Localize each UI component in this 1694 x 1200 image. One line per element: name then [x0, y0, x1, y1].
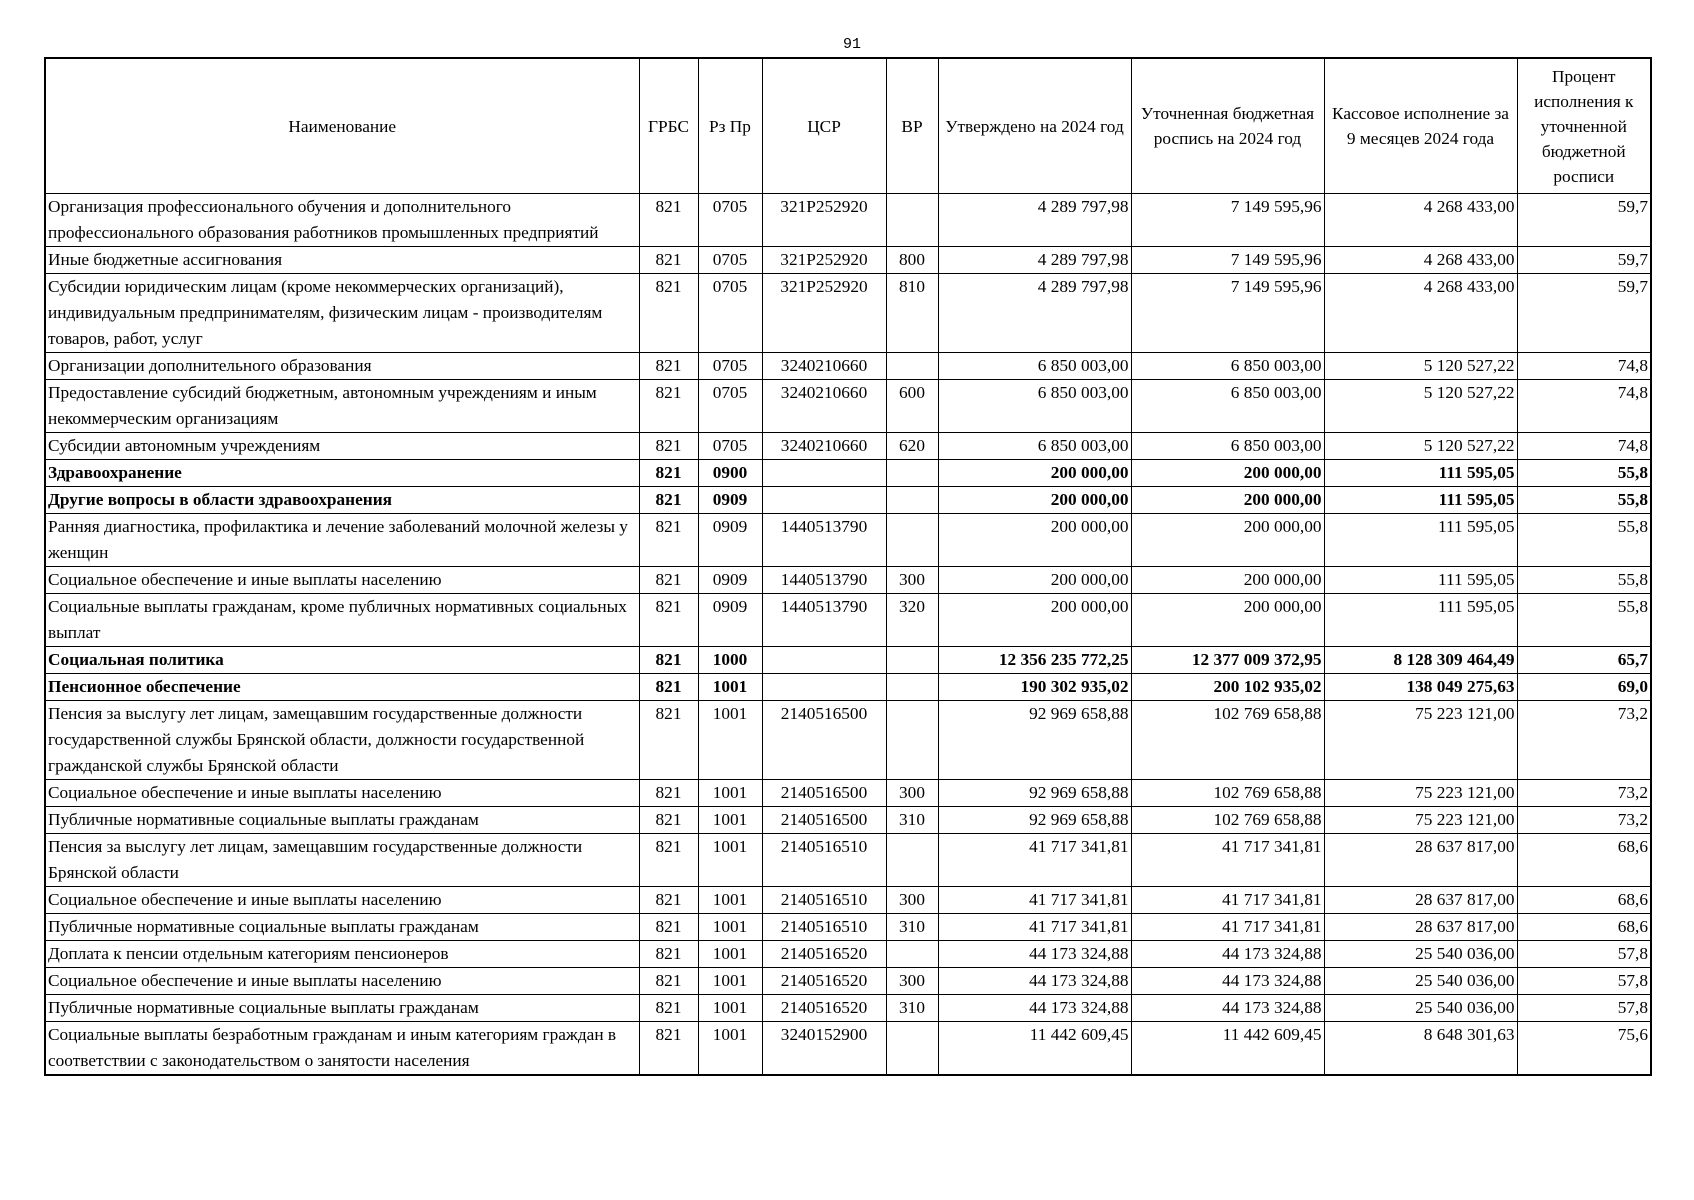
- header-grbs: ГРБС: [639, 58, 698, 194]
- cell-vr: [886, 941, 938, 968]
- cell-vr: 310: [886, 807, 938, 834]
- cell-rzpr: 1001: [698, 807, 762, 834]
- cell-csr: 321P252920: [762, 194, 886, 247]
- cell-percent: 55,8: [1517, 567, 1651, 594]
- cell-csr: 3240210660: [762, 433, 886, 460]
- cell-name: Социальные выплаты безработным гражданам и иным категориям граждан в соответствии с законодательством о занятости населения: [45, 1022, 639, 1076]
- cell-refined: 7 149 595,96: [1131, 194, 1324, 247]
- cell-name: Организации дополнительного образования: [45, 353, 639, 380]
- cell-rzpr: 1001: [698, 968, 762, 995]
- cell-csr: 3240210660: [762, 380, 886, 433]
- table-row: [45, 514, 1651, 567]
- cell-vr: 300: [886, 887, 938, 914]
- budget-execution-table: [44, 57, 1652, 1076]
- table-header: [45, 58, 1651, 194]
- cell-percent: 74,8: [1517, 433, 1651, 460]
- cell-name: Ранняя диагностика, профилактика и лечение заболеваний молочной железы у женщин: [45, 514, 639, 567]
- cell-grbs: 821: [639, 460, 698, 487]
- cell-vr: [886, 514, 938, 567]
- cell-grbs: 821: [639, 567, 698, 594]
- page-number: 91: [842, 36, 861, 53]
- cell-grbs: 821: [639, 433, 698, 460]
- cell-approved: 190 302 935,02: [938, 674, 1131, 701]
- cell-cash: 111 595,05: [1324, 460, 1517, 487]
- cell-refined: 41 717 341,81: [1131, 834, 1324, 887]
- cell-name: Социальное обеспечение и иные выплаты населению: [45, 567, 639, 594]
- header-rzpr: Рз Пр: [698, 58, 762, 194]
- cell-grbs: 821: [639, 594, 698, 647]
- cell-refined: 102 769 658,88: [1131, 780, 1324, 807]
- cell-approved: 200 000,00: [938, 594, 1131, 647]
- cell-approved: 200 000,00: [938, 487, 1131, 514]
- cell-refined: 7 149 595,96: [1131, 247, 1324, 274]
- cell-name: Другие вопросы в области здравоохранения: [45, 487, 639, 514]
- cell-refined: 102 769 658,88: [1131, 807, 1324, 834]
- cell-approved: 4 289 797,98: [938, 194, 1131, 247]
- table-row: [45, 567, 1651, 594]
- cell-cash: 8 128 309 464,49: [1324, 647, 1517, 674]
- cell-csr: [762, 647, 886, 674]
- cell-name: Публичные нормативные социальные выплаты гражданам: [45, 807, 639, 834]
- cell-percent: 55,8: [1517, 594, 1651, 647]
- cell-approved: 92 969 658,88: [938, 807, 1131, 834]
- cell-vr: 300: [886, 567, 938, 594]
- cell-vr: 600: [886, 380, 938, 433]
- cell-approved: 12 356 235 772,25: [938, 647, 1131, 674]
- cell-csr: 2140516500: [762, 780, 886, 807]
- cell-approved: 44 173 324,88: [938, 995, 1131, 1022]
- cell-name: Социальное обеспечение и иные выплаты населению: [45, 780, 639, 807]
- cell-cash: 111 595,05: [1324, 594, 1517, 647]
- cell-vr: 800: [886, 247, 938, 274]
- cell-grbs: 821: [639, 380, 698, 433]
- table-row: [45, 914, 1651, 941]
- cell-percent: 57,8: [1517, 941, 1651, 968]
- cell-percent: 68,6: [1517, 834, 1651, 887]
- cell-rzpr: 0705: [698, 380, 762, 433]
- table-row: [45, 194, 1651, 247]
- cell-percent: 59,7: [1517, 274, 1651, 353]
- cell-grbs: 821: [639, 647, 698, 674]
- cell-cash: 28 637 817,00: [1324, 834, 1517, 887]
- cell-grbs: 821: [639, 1022, 698, 1076]
- table-row: [45, 834, 1651, 887]
- table-row: [45, 274, 1651, 353]
- cell-rzpr: 0705: [698, 353, 762, 380]
- cell-rzpr: 1001: [698, 995, 762, 1022]
- cell-vr: [886, 647, 938, 674]
- cell-refined: 44 173 324,88: [1131, 995, 1324, 1022]
- cell-name: Предоставление субсидий бюджетным, автономным учреждениям и иным некоммерческим организациям: [45, 380, 639, 433]
- header-name: Наименование: [45, 58, 639, 194]
- table-row: [45, 433, 1651, 460]
- cell-csr: [762, 460, 886, 487]
- cell-cash: 5 120 527,22: [1324, 433, 1517, 460]
- cell-grbs: 821: [639, 995, 698, 1022]
- cell-cash: 8 648 301,63: [1324, 1022, 1517, 1076]
- header-percent: Процент исполнения к уточненной бюджетной росписи: [1517, 58, 1651, 194]
- cell-cash: 138 049 275,63: [1324, 674, 1517, 701]
- cell-cash: 4 268 433,00: [1324, 194, 1517, 247]
- cell-approved: 4 289 797,98: [938, 274, 1131, 353]
- cell-grbs: 821: [639, 834, 698, 887]
- cell-cash: 75 223 121,00: [1324, 807, 1517, 834]
- cell-name: Здравоохранение: [45, 460, 639, 487]
- header-cash: Кассовое исполнение за 9 месяцев 2024 года: [1324, 58, 1517, 194]
- cell-refined: 44 173 324,88: [1131, 968, 1324, 995]
- cell-approved: 41 717 341,81: [938, 834, 1131, 887]
- cell-approved: 11 442 609,45: [938, 1022, 1131, 1076]
- cell-cash: 5 120 527,22: [1324, 380, 1517, 433]
- cell-vr: 300: [886, 968, 938, 995]
- cell-percent: 74,8: [1517, 380, 1651, 433]
- cell-percent: 69,0: [1517, 674, 1651, 701]
- cell-cash: 25 540 036,00: [1324, 968, 1517, 995]
- cell-csr: 2140516520: [762, 941, 886, 968]
- cell-cash: 75 223 121,00: [1324, 780, 1517, 807]
- cell-csr: 2140516520: [762, 968, 886, 995]
- cell-csr: 3240210660: [762, 353, 886, 380]
- cell-rzpr: 0909: [698, 594, 762, 647]
- cell-approved: 200 000,00: [938, 567, 1131, 594]
- cell-approved: 6 850 003,00: [938, 353, 1131, 380]
- cell-rzpr: 0909: [698, 514, 762, 567]
- table-body: [45, 194, 1651, 1076]
- cell-name: Социальное обеспечение и иные выплаты населению: [45, 968, 639, 995]
- cell-grbs: 821: [639, 780, 698, 807]
- cell-refined: 200 000,00: [1131, 567, 1324, 594]
- cell-grbs: 821: [639, 914, 698, 941]
- cell-rzpr: 1001: [698, 701, 762, 780]
- cell-cash: 5 120 527,22: [1324, 353, 1517, 380]
- table-row: [45, 968, 1651, 995]
- cell-name: Субсидии автономным учреждениям: [45, 433, 639, 460]
- cell-grbs: 821: [639, 887, 698, 914]
- cell-approved: 92 969 658,88: [938, 780, 1131, 807]
- cell-percent: 59,7: [1517, 247, 1651, 274]
- cell-percent: 55,8: [1517, 514, 1651, 567]
- cell-approved: 41 717 341,81: [938, 914, 1131, 941]
- cell-vr: [886, 353, 938, 380]
- cell-percent: 65,7: [1517, 647, 1651, 674]
- cell-rzpr: 1001: [698, 674, 762, 701]
- table-row: [45, 487, 1651, 514]
- cell-rzpr: 1001: [698, 941, 762, 968]
- table-row: [45, 353, 1651, 380]
- cell-vr: [886, 194, 938, 247]
- cell-name: Доплата к пенсии отдельным категориям пенсионеров: [45, 941, 639, 968]
- cell-rzpr: 0900: [698, 460, 762, 487]
- cell-percent: 59,7: [1517, 194, 1651, 247]
- cell-vr: 300: [886, 780, 938, 807]
- table-row: [45, 995, 1651, 1022]
- table-row: [45, 674, 1651, 701]
- table-row: [45, 941, 1651, 968]
- cell-vr: [886, 1022, 938, 1076]
- table-row: [45, 247, 1651, 274]
- cell-name: Социальное обеспечение и иные выплаты населению: [45, 887, 639, 914]
- table-row: [45, 780, 1651, 807]
- cell-approved: 200 000,00: [938, 460, 1131, 487]
- cell-name: Социальная политика: [45, 647, 639, 674]
- table-row: [45, 701, 1651, 780]
- cell-grbs: 821: [639, 274, 698, 353]
- cell-csr: 321P252920: [762, 247, 886, 274]
- cell-grbs: 821: [639, 807, 698, 834]
- cell-name: Пенсионное обеспечение: [45, 674, 639, 701]
- cell-csr: 3240152900: [762, 1022, 886, 1076]
- cell-name: Пенсия за выслугу лет лицам, замещавшим государственные должности государственной службы Брянской области, должности государственной гражданской службы Брянской области: [45, 701, 639, 780]
- cell-vr: 810: [886, 274, 938, 353]
- table-row: [45, 460, 1651, 487]
- cell-vr: [886, 460, 938, 487]
- cell-csr: 1440513790: [762, 567, 886, 594]
- cell-percent: 73,2: [1517, 780, 1651, 807]
- cell-cash: 25 540 036,00: [1324, 995, 1517, 1022]
- cell-name: Субсидии юридическим лицам (кроме некоммерческих организаций), индивидуальным предпринимателям, физическим лицам - производителям товаров, работ, услуг: [45, 274, 639, 353]
- cell-csr: 2140516510: [762, 887, 886, 914]
- cell-refined: 11 442 609,45: [1131, 1022, 1324, 1076]
- table-row: [45, 647, 1651, 674]
- cell-vr: 310: [886, 995, 938, 1022]
- cell-cash: 75 223 121,00: [1324, 701, 1517, 780]
- cell-approved: 200 000,00: [938, 514, 1131, 567]
- cell-name: Иные бюджетные ассигнования: [45, 247, 639, 274]
- cell-name: Социальные выплаты гражданам, кроме публичных нормативных социальных выплат: [45, 594, 639, 647]
- cell-vr: [886, 487, 938, 514]
- cell-csr: 2140516520: [762, 995, 886, 1022]
- cell-csr: 2140516500: [762, 701, 886, 780]
- cell-refined: 7 149 595,96: [1131, 274, 1324, 353]
- cell-percent: 74,8: [1517, 353, 1651, 380]
- cell-cash: 28 637 817,00: [1324, 887, 1517, 914]
- table-row: [45, 807, 1651, 834]
- table-row: [45, 594, 1651, 647]
- cell-percent: 73,2: [1517, 701, 1651, 780]
- cell-refined: 6 850 003,00: [1131, 433, 1324, 460]
- cell-name: Пенсия за выслугу лет лицам, замещавшим государственные должности Брянской области: [45, 834, 639, 887]
- cell-approved: 92 969 658,88: [938, 701, 1131, 780]
- cell-rzpr: 0705: [698, 274, 762, 353]
- cell-grbs: 821: [639, 941, 698, 968]
- cell-csr: [762, 674, 886, 701]
- cell-grbs: 821: [639, 353, 698, 380]
- cell-vr: [886, 674, 938, 701]
- cell-rzpr: 0909: [698, 487, 762, 514]
- cell-vr: 620: [886, 433, 938, 460]
- cell-percent: 75,6: [1517, 1022, 1651, 1076]
- cell-refined: 6 850 003,00: [1131, 380, 1324, 433]
- cell-refined: 200 102 935,02: [1131, 674, 1324, 701]
- cell-percent: 68,6: [1517, 914, 1651, 941]
- table-row: [45, 1022, 1651, 1076]
- cell-percent: 68,6: [1517, 887, 1651, 914]
- cell-grbs: 821: [639, 701, 698, 780]
- cell-vr: 320: [886, 594, 938, 647]
- cell-cash: 28 637 817,00: [1324, 914, 1517, 941]
- cell-cash: 4 268 433,00: [1324, 247, 1517, 274]
- cell-vr: [886, 834, 938, 887]
- cell-rzpr: 0705: [698, 433, 762, 460]
- cell-refined: 44 173 324,88: [1131, 941, 1324, 968]
- cell-percent: 55,8: [1517, 460, 1651, 487]
- cell-grbs: 821: [639, 247, 698, 274]
- cell-refined: 200 000,00: [1131, 460, 1324, 487]
- cell-percent: 57,8: [1517, 968, 1651, 995]
- cell-grbs: 821: [639, 674, 698, 701]
- cell-csr: 321P252920: [762, 274, 886, 353]
- table-row: [45, 380, 1651, 433]
- cell-rzpr: 0705: [698, 247, 762, 274]
- cell-rzpr: 1001: [698, 914, 762, 941]
- cell-csr: 2140516510: [762, 834, 886, 887]
- cell-refined: 200 000,00: [1131, 514, 1324, 567]
- cell-csr: 2140516510: [762, 914, 886, 941]
- cell-cash: 111 595,05: [1324, 567, 1517, 594]
- cell-cash: 25 540 036,00: [1324, 941, 1517, 968]
- header-vr: ВР: [886, 58, 938, 194]
- cell-grbs: 821: [639, 194, 698, 247]
- header-refined: Уточненная бюджетная роспись на 2024 год: [1131, 58, 1324, 194]
- header-row: [45, 58, 1651, 194]
- cell-refined: 200 000,00: [1131, 487, 1324, 514]
- cell-csr: 1440513790: [762, 514, 886, 567]
- cell-rzpr: 1001: [698, 834, 762, 887]
- cell-refined: 41 717 341,81: [1131, 914, 1324, 941]
- cell-csr: 1440513790: [762, 594, 886, 647]
- cell-refined: 200 000,00: [1131, 594, 1324, 647]
- cell-rzpr: 0705: [698, 194, 762, 247]
- cell-approved: 6 850 003,00: [938, 433, 1131, 460]
- cell-name: Публичные нормативные социальные выплаты гражданам: [45, 995, 639, 1022]
- cell-cash: 111 595,05: [1324, 514, 1517, 567]
- cell-vr: 310: [886, 914, 938, 941]
- cell-rzpr: 1001: [698, 780, 762, 807]
- cell-vr: [886, 701, 938, 780]
- cell-name: Публичные нормативные социальные выплаты гражданам: [45, 914, 639, 941]
- cell-grbs: 821: [639, 514, 698, 567]
- cell-cash: 111 595,05: [1324, 487, 1517, 514]
- cell-name: Организация профессионального обучения и дополнительного профессионального образования работников промышленных предприятий: [45, 194, 639, 247]
- header-csr: ЦСР: [762, 58, 886, 194]
- cell-percent: 57,8: [1517, 995, 1651, 1022]
- cell-refined: 102 769 658,88: [1131, 701, 1324, 780]
- cell-csr: [762, 487, 886, 514]
- cell-rzpr: 1001: [698, 1022, 762, 1076]
- cell-approved: 4 289 797,98: [938, 247, 1131, 274]
- cell-rzpr: 1001: [698, 887, 762, 914]
- cell-approved: 44 173 324,88: [938, 941, 1131, 968]
- cell-refined: 12 377 009 372,95: [1131, 647, 1324, 674]
- cell-rzpr: 0909: [698, 567, 762, 594]
- cell-grbs: 821: [639, 968, 698, 995]
- cell-cash: 4 268 433,00: [1324, 274, 1517, 353]
- table-row: [45, 887, 1651, 914]
- cell-csr: 2140516500: [762, 807, 886, 834]
- header-approved: Утверждено на 2024 год: [938, 58, 1131, 194]
- cell-grbs: 821: [639, 487, 698, 514]
- cell-approved: 44 173 324,88: [938, 968, 1131, 995]
- cell-rzpr: 1000: [698, 647, 762, 674]
- cell-approved: 6 850 003,00: [938, 380, 1131, 433]
- cell-refined: 6 850 003,00: [1131, 353, 1324, 380]
- cell-approved: 41 717 341,81: [938, 887, 1131, 914]
- cell-refined: 41 717 341,81: [1131, 887, 1324, 914]
- cell-percent: 55,8: [1517, 487, 1651, 514]
- cell-percent: 73,2: [1517, 807, 1651, 834]
